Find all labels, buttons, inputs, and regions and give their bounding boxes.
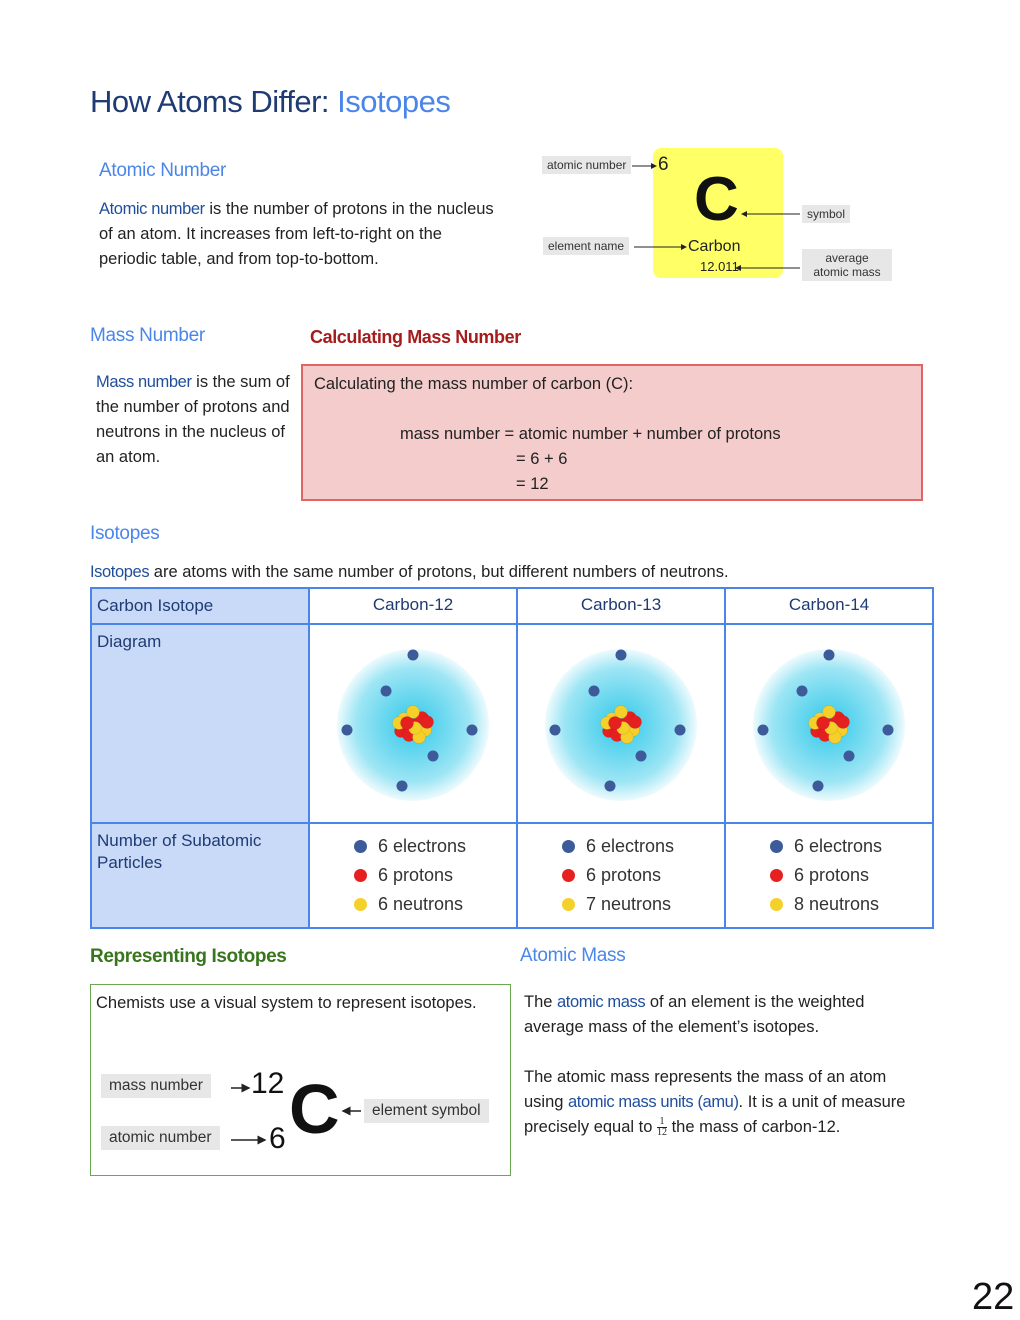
particle-neutrons: 8 neutrons	[770, 890, 932, 919]
element-card-symbol: C	[694, 165, 739, 234]
isotope-table	[90, 587, 934, 929]
electron	[813, 781, 824, 792]
particle-electrons: 6 electrons	[562, 832, 724, 861]
atom-diagram-carbon-12	[310, 625, 516, 817]
particles-cell	[725, 823, 933, 928]
mass-number-heading: Mass Number	[90, 325, 205, 346]
representing-heading: Representing Isotopes	[90, 946, 287, 967]
table-header-carbon-14: Carbon-14	[725, 588, 933, 624]
particle-electrons: 6 electrons	[354, 832, 516, 861]
electron	[797, 686, 808, 697]
element-card-diagram	[540, 148, 900, 288]
electron	[397, 781, 408, 792]
atomic-mass-p1: The atomic mass of an element is the weighted average mass of the element’s isotopes.	[524, 993, 865, 1036]
neutron-icon	[354, 898, 367, 911]
particle-electrons: 6 electrons	[770, 832, 932, 861]
notation-mass-number: 12	[251, 1067, 285, 1100]
element-card-arrows	[540, 148, 900, 288]
calc-box	[301, 364, 923, 501]
electron	[883, 725, 894, 736]
proton	[609, 717, 622, 730]
page-title: How Atoms Differ: Isotopes	[90, 84, 451, 119]
electron	[428, 751, 439, 762]
electron	[675, 725, 686, 736]
label-symbol: symbol	[802, 205, 850, 223]
calc-line1: mass number = atomic number + number of protons	[400, 425, 781, 443]
representing-text: Chemists use a visual system to represent isotopes.	[96, 994, 477, 1012]
electron	[589, 686, 600, 697]
element-card-mass: 12.011	[700, 259, 739, 274]
proton-icon	[354, 869, 367, 882]
atom-diagram-carbon-14	[726, 625, 932, 817]
electron	[408, 650, 419, 661]
electron-icon	[770, 840, 783, 853]
electron	[342, 725, 353, 736]
label-atomic-number: atomic number	[542, 156, 631, 174]
table-header-carbon-12: Carbon-12	[309, 588, 517, 624]
table-header-label: Carbon Isotope	[91, 588, 309, 624]
electron	[467, 725, 478, 736]
table-header-carbon-13: Carbon-13	[517, 588, 725, 624]
neutron-icon	[562, 898, 575, 911]
representing-box	[90, 984, 511, 1176]
particle-protons: 6 protons	[770, 861, 932, 890]
atomic-mass-heading: Atomic Mass	[520, 945, 626, 966]
electron	[844, 751, 855, 762]
neutron-icon	[770, 898, 783, 911]
element-card-name: Carbon	[688, 238, 741, 255]
atom-diagram-carbon-13	[518, 625, 724, 817]
proton	[401, 717, 414, 730]
atom-diagram-cell	[309, 624, 517, 823]
electron-icon	[562, 840, 575, 853]
electron	[636, 751, 647, 762]
proton	[837, 716, 850, 729]
notation-arrows	[91, 985, 511, 1175]
label-average-atomic-mass: average atomic mass	[802, 249, 892, 281]
electron	[550, 725, 561, 736]
atomic-number-text: Atomic number is the number of protons in the nucleus of an atom. It increases from left-to-right on the periodic table, and from top-to-bottom.	[99, 200, 494, 268]
electron	[605, 781, 616, 792]
electron	[381, 686, 392, 697]
tag-atomic-number: atomic number	[101, 1126, 220, 1150]
tag-element-symbol: element symbol	[364, 1099, 489, 1123]
notation-atomic-number: 6	[269, 1122, 286, 1155]
atom-diagram-cell	[517, 624, 725, 823]
element-card-number: 6	[658, 154, 669, 175]
fraction: $\frac{1}{12}$	[657, 1116, 667, 1139]
isotopes-heading: Isotopes	[90, 523, 160, 544]
calc-heading: Calculating Mass Number	[310, 327, 521, 347]
tag-mass-number: mass number	[101, 1074, 211, 1098]
page-number: 22	[972, 1276, 1015, 1318]
isotopes-text: Isotopes are atoms with the same number of protons, but different numbers of neutrons.	[90, 563, 729, 581]
label-element-name: element name	[543, 237, 629, 255]
particle-protons: 6 protons	[562, 861, 724, 890]
electron	[824, 650, 835, 661]
particles-cell	[517, 823, 725, 928]
proton-icon	[562, 869, 575, 882]
electron	[616, 650, 627, 661]
particle-neutrons: 7 neutrons	[562, 890, 724, 919]
proton	[421, 716, 434, 729]
atom-diagram-cell	[725, 624, 933, 823]
proton	[629, 716, 642, 729]
electron	[758, 725, 769, 736]
atomic-number-heading: Atomic Number	[99, 160, 227, 181]
electron-icon	[354, 840, 367, 853]
calc-intro: Calculating the mass number of carbon (C):	[314, 375, 634, 393]
calc-line2: = 6 + 6	[516, 450, 568, 468]
proton-icon	[770, 869, 783, 882]
atomic-mass-p2: The atomic mass represents the mass of an atom using atomic mass units (amu). It is a unit of measure precisely equal to $\frac{1}{12}$ the mass of carbon-12.	[524, 1068, 906, 1139]
particle-neutrons: 6 neutrons	[354, 890, 516, 919]
particles-cell	[309, 823, 517, 928]
proton	[817, 717, 830, 730]
mass-number-text: Mass number is the sum of the number of protons and neutrons in the nucleus of an atom.	[96, 373, 290, 466]
notation-symbol: C	[289, 1070, 340, 1148]
particle-protons: 6 protons	[354, 861, 516, 890]
row-label-particles: Number of Subatomic Particles	[91, 823, 309, 928]
row-label-diagram: Diagram	[91, 624, 309, 823]
calc-line3: = 12	[516, 475, 549, 493]
